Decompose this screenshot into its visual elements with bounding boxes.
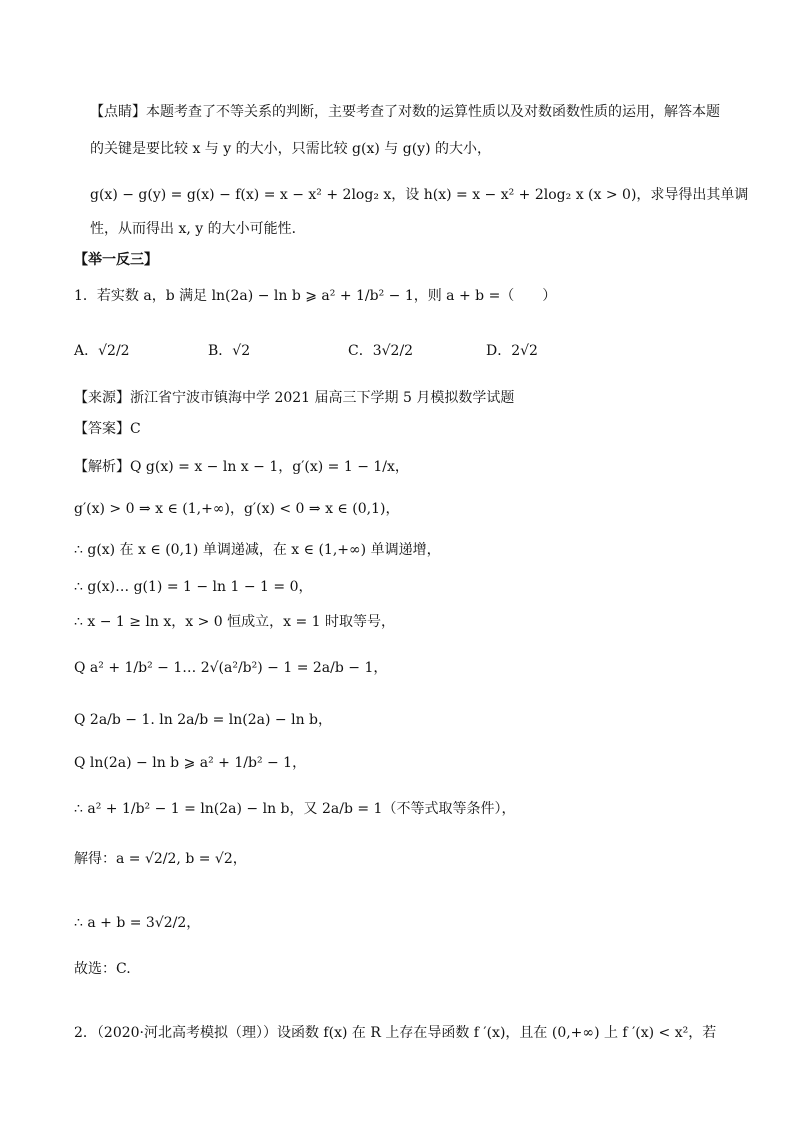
dianjing-line-1: 【点睛】本题考查了不等关系的判断，主要考查了对数的运算性质以及对数函数性质的运用，解答本题 <box>90 104 720 120</box>
analysis-line-1: 【解析】Q g(x) = x − ln x − 1，g′(x) = 1 − 1/x， <box>74 459 409 475</box>
option-d: D．2√2 <box>486 343 538 359</box>
analysis-line-6: Q a² + 1/b² − 1… 2√(a²/b²) − 1 = 2a/b − 1， <box>74 660 388 676</box>
option-b: B．√2 <box>208 343 251 359</box>
analysis-line-8: Q ln(2a) − ln b ⩾ a² + 1/b² − 1， <box>74 755 307 771</box>
analysis-line-4: ∴ g(x)… g(1) = 1 − ln 1 − 1 = 0， <box>74 579 313 595</box>
analysis-line-2: g′(x) > 0 ⇒ x ∈ (1,+∞)，g′(x) < 0 ⇒ x ∈ (0,1)， <box>74 501 400 517</box>
analysis-line-3: ∴ g(x) 在 x ∈ (0,1) 单调递减，在 x ∈ (1,+∞) 单调递增， <box>74 542 441 558</box>
analysis-line-7: Q 2a/b − 1. ln 2a/b = ln(2a) − ln b， <box>74 712 333 728</box>
answer-line: 【答案】C <box>74 421 141 437</box>
q1-stem: 1．若实数 a，b 满足 ln(2a) − ln b ⩾ a² + 1/b² − 1，则 a + b =（ ） <box>74 288 557 304</box>
source-line: 【来源】浙江省宁波市镇海中学 2021 届高三下学期 5 月模拟数学试题 <box>74 390 515 406</box>
section-title: 【举一反三】 <box>74 252 158 268</box>
analysis-line-12: 故选：C. <box>74 961 131 977</box>
q2-stem: 2．（2020·河北高考模拟（理））设函数 f(x) 在 R 上存在导函数 f ′(x)，且在 (0,+∞) 上 f ′(x) < x²，若 <box>74 1025 717 1041</box>
option-a: A．√2/2 <box>74 343 130 359</box>
dianjing-line-4: 性，从而得出 x, y 的大小可能性． <box>90 221 306 237</box>
option-c: C．3√2/2 <box>348 343 414 359</box>
analysis-line-5: ∴ x − 1 ≥ ln x，x > 0 恒成立，x = 1 时取等号， <box>74 614 396 630</box>
analysis-line-11: ∴ a + b = 3√2/2， <box>74 915 201 931</box>
analysis-line-10: 解得：a = √2/2, b = √2， <box>74 851 247 867</box>
dianjing-line-3: g(x) − g(y) = g(x) − f(x) = x − x² + 2log₂ x，设 h(x) = x − x² + 2log₂ x (x > 0)，求导得出其单调 <box>90 187 749 203</box>
dianjing-line-2: 的关键是要比较 x 与 y 的大小，只需比较 g(x) 与 g(y) 的大小， <box>90 141 491 157</box>
analysis-line-9: ∴ a² + 1/b² − 1 = ln(2a) − ln b，又 2a/b = 1（不等式取等条件）， <box>74 801 516 817</box>
